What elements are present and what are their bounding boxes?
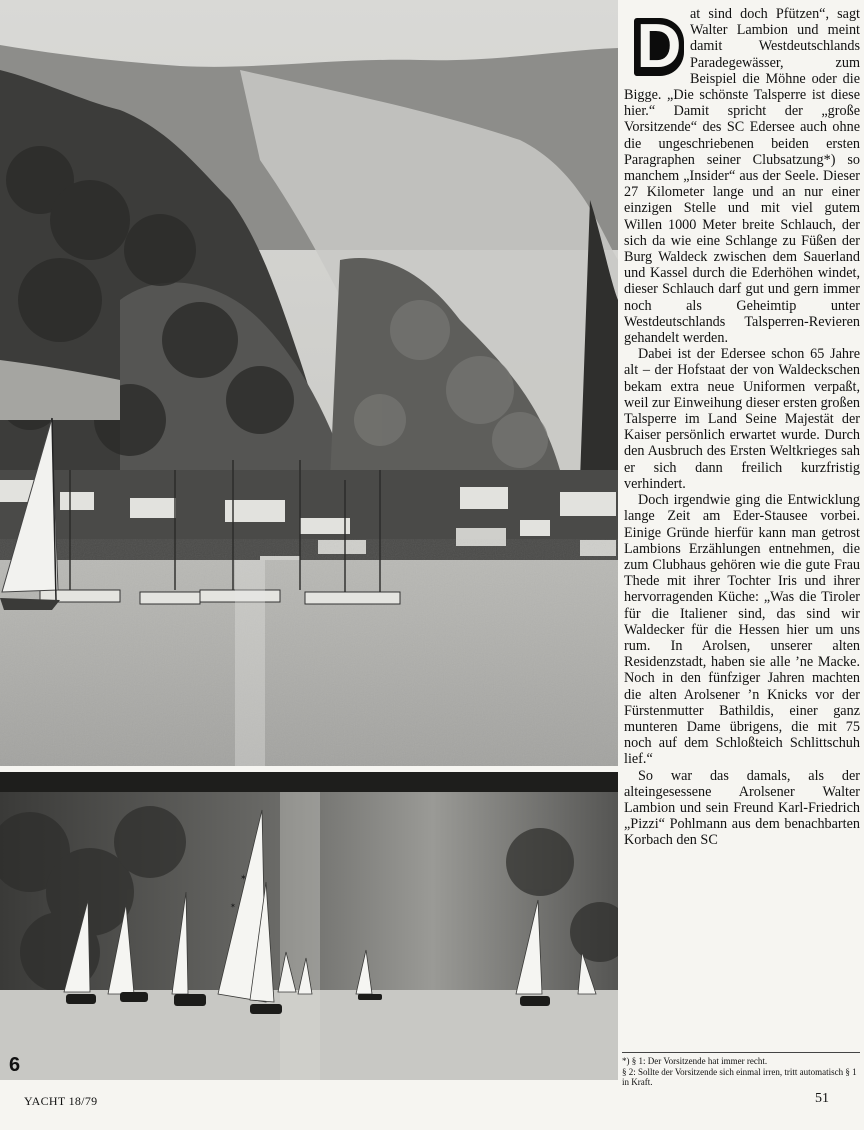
photo-regatta: [0, 772, 618, 1080]
figure-number: 6: [9, 1054, 21, 1076]
article-paragraph: Doch irgendwie ging die Entwicklung lange Zeit am Eder-Stausee vorbei. Einige Gründe hierfür kann man getrost Lambions Erzählungen entnehmen, die zum Clubhaus gehören wie die gute Frau Thede mit ihrer Tochter Iris und ihrer hervorragenden Küche: „Was die Tiroler für die Italiener sind, das sind wir Waldecker für die Hessen hier um uns rum. In Arolsen, unserer alten Residenzstadt, haben sie alle ’ne Macke. Noch in den fünfziger Jahren machten die alten Arolsener ’n Knicks vor der Fürstenmutter Bathildis, einer ganz munteren Dame übrigens, die mit 75 noch auf dem Schloßteich Schlittschuh lief.“: [624, 492, 860, 768]
article-paragraph: Dabei ist der Edersee schon 65 Jahre alt – der Hofstaat der von Waldeckschen bekam extra neue Uniformen verpaßt, weil zur Einweihung dieser ersten großen Talsperre im Land Seine Majestät der Kaiser persönlich erwartet wurde. Durch den Ausbruch des Ersten Weltkrieges sah er sich dann freilich kurzfristig verhindert.: [624, 346, 860, 492]
article-paragraph: So war das damals, als der alteingesessene Arolsener Walter Lambion und sein Freund Karl-Friedrich „Pizzi“ Pohlmann aus dem benachbarten Korbach den SC: [624, 767, 860, 849]
magazine-issue: YACHT 18/79: [24, 1094, 98, 1108]
article-body: [624, 6, 860, 849]
article-paragraph: [624, 6, 860, 346]
drop-cap: D: [634, 18, 684, 76]
photo-lakeside-camp: [0, 0, 618, 766]
footnote: [622, 1052, 860, 1088]
paragraph-text: at sind doch Pfützen“, sagt Walter Lambion und meint damit Westdeutschlands Paradegewässer, zum Beispiel die Möhne oder die Bigge. „Die schönste Talsperre ist diese hier.“ Damit spricht der „große Vorsitzende“ des SC Edersee auch ohne die ungeschriebenen beiden ersten Paragraphen seiner Clubsatzung*) so manchem „Insider“ aus der Seele. Dieser 27 Kilometer lange und an nur einer einzigen Stelle und mit viel gutem Willen 1000 Meter breite Schlauch, der sich da wie eine Schlange zu Füßen der Burg Waldeck zwischen dem Sauerland und Kassel durch die Ederhöhen windet, dieser Schlauch darf gut und gern immer noch als Geheimtip unter Westdeutschlands Talsperren-Revieren gehandelt werden.: [624, 6, 860, 347]
svg-text:✶: ✶: [230, 902, 236, 910]
svg-text:✶: ✶: [240, 873, 247, 882]
footnote-line: § 2: Sollte der Vorsitzende sich einmal irren, tritt automatisch § 1 in Kraft.: [622, 1066, 857, 1087]
regatta-photo-graphic: [0, 772, 618, 1080]
lakeside-photo-graphic: [0, 0, 618, 766]
footnote-line: *) § 1: Der Vorsitzende hat immer recht.: [622, 1056, 768, 1066]
page-number: 51: [815, 1091, 829, 1106]
